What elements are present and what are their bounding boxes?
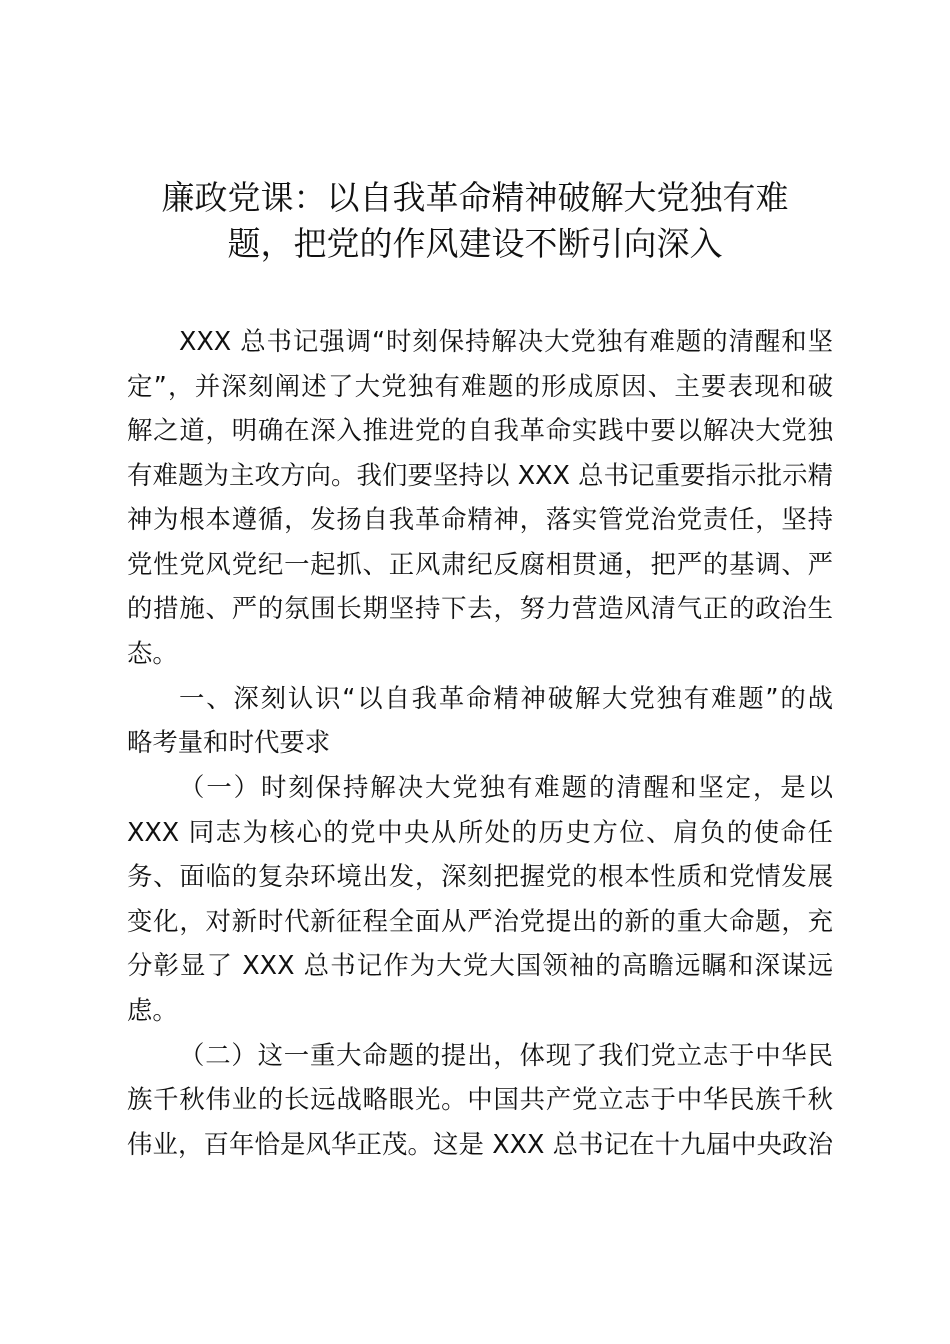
paragraph-line: 党性党风党纪一起抓、正风肃纪反腐相贯通，把严的基调、严 xyxy=(127,549,833,579)
paragraph-line: 有难题为主攻方向。我们要坚持以 XXX 总书记重要指示批示精 xyxy=(127,460,833,490)
paragraph-line: XXX 总书记强调“时刻保持解决大党独有难题的清醒和坚 xyxy=(179,326,833,356)
paragraph-line: 务、面临的复杂环境出发，深刻把握党的根本性质和党情发展 xyxy=(127,861,833,891)
paragraph-line: （一）时刻保持解决大党独有难题的清醒和坚定，是以 xyxy=(179,772,833,802)
paragraph-line: 神为根本遵循，发扬自我革命精神，落实管党治党责任，坚持 xyxy=(127,504,833,534)
paragraph-line: 定”，并深刻阐述了大党独有难题的形成原因、主要表现和破 xyxy=(127,371,833,401)
paragraph-line: 解之道，明确在深入推进党的自我革命实践中要以解决大党独 xyxy=(127,415,833,445)
paragraph-line: 态。 xyxy=(127,638,178,668)
document-title-line-1: 廉政党课：以自我革命精神破解大党独有难 xyxy=(161,178,789,217)
paragraph-line: 的措施、严的氛围长期坚持下去，努力营造风清气正的政治生 xyxy=(127,593,833,623)
paragraph-line: 变化，对新时代新征程全面从严治党提出的新的重大命题，充 xyxy=(127,906,833,936)
paragraph-line: （二）这一重大命题的提出，体现了我们党立志于中华民 xyxy=(179,1040,833,1070)
paragraph-line: 伟业，百年恰是风华正茂。这是 XXX 总书记在十九届中央政治 xyxy=(127,1129,833,1159)
section-heading-line: 一、深刻认识“以自我革命精神破解大党独有难题”的战 xyxy=(179,683,833,713)
paragraph-line: 族千秋伟业的长远战略眼光。中国共产党立志于中华民族千秋 xyxy=(127,1084,833,1114)
paragraph-line: 虑。 xyxy=(127,995,178,1025)
document-title-line-2: 题，把党的作风建设不断引向深入 xyxy=(227,224,723,263)
paragraph-line: XXX 同志为核心的党中央从所处的历史方位、肩负的使命任 xyxy=(127,817,833,847)
paragraph-line: 分彰显了 XXX 总书记作为大党大国领袖的高瞻远瞩和深谋远 xyxy=(127,950,833,980)
section-heading-line: 略考量和时代要求 xyxy=(127,727,331,757)
